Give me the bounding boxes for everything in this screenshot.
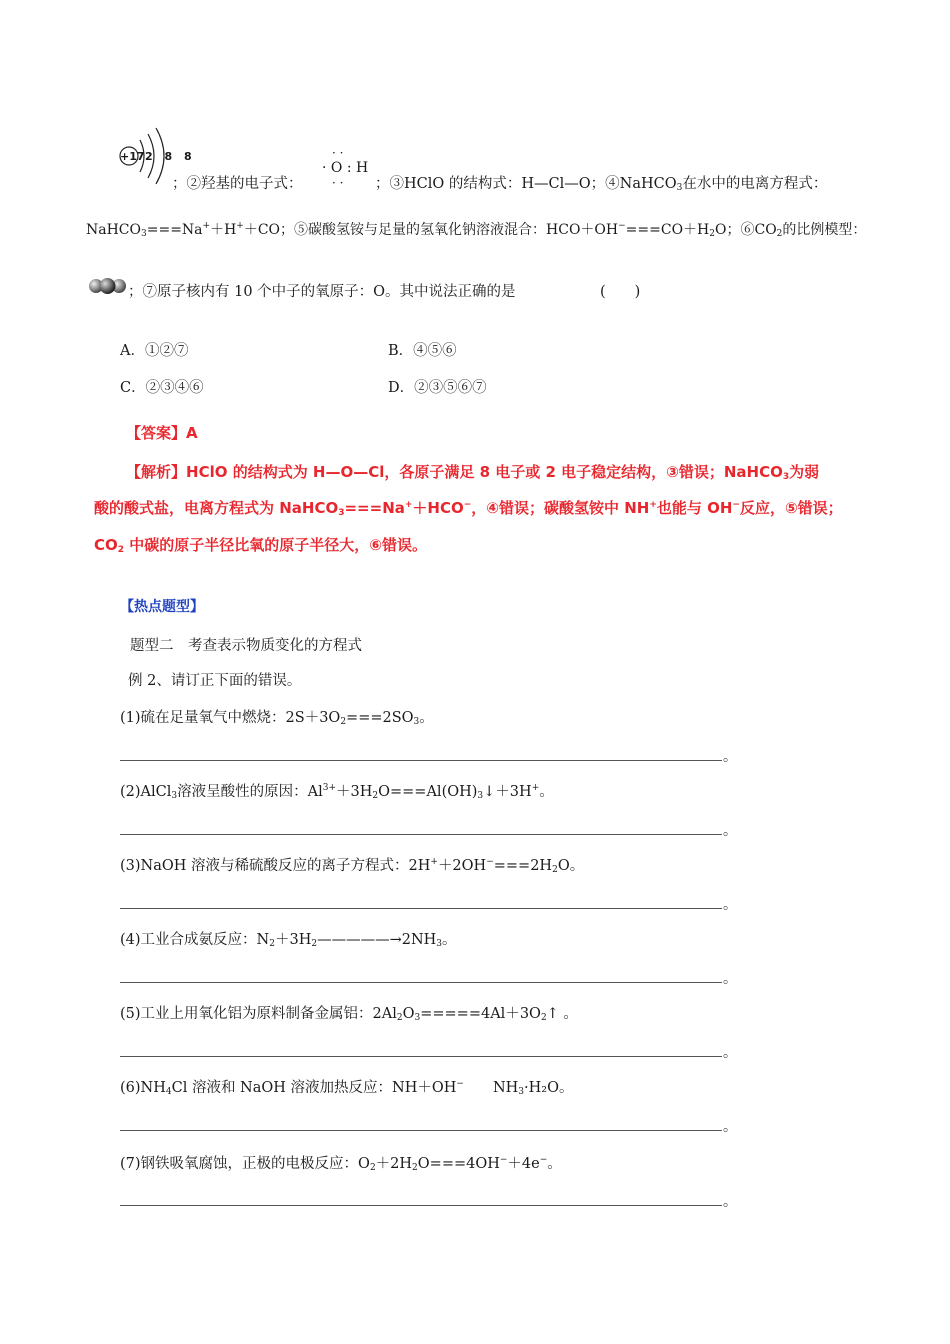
line-end-7: 。 <box>723 1194 737 1210</box>
item-7: (7)钢铁吸氧腐蚀，正极的电极反应：$O_2+2H_2O===4OH^-+4e^-$。 <box>120 1155 562 1173</box>
analysis-line-1: 【解析】HClO 的结构式为 H—O—Cl，各原子满足 8 电子或 2 电子稳定结构，③错误；NaHCO$_3$为弱 <box>126 463 820 482</box>
answer-line-1[interactable] <box>120 760 722 761</box>
example-title: 例 2、请订正下面的错误。 <box>128 673 302 689</box>
answer-label: 【答案】A <box>126 424 198 442</box>
item-3: (3)NaOH 溶液与稀硫酸反应的离子方程式：$2H^++2OH^-===2H_2O$。 <box>120 857 585 875</box>
item-5: (5)工业上用氧化铝为原料制备金属铝：$2Al_2O_3=====4Al+3O_2↑$ 。 <box>120 1006 578 1023</box>
nucleus-charge: +17 <box>120 150 145 163</box>
answer-line-6[interactable] <box>120 1130 722 1131</box>
chlorine-atom-diagram <box>116 124 196 186</box>
item-4: (4)工业合成氨反应：$N_2+3H_2—————\to 2NH_3$。 <box>120 932 457 949</box>
answer-line-5[interactable] <box>120 1056 722 1057</box>
hot-topic-label: 【热点题型】 <box>120 599 204 615</box>
option-d: D．②③⑤⑥⑦ <box>388 380 487 396</box>
item-2: (2)AlCl$_3$溶液呈酸性的原因：$Al^{3+}+3H_2O===Al(OH)_3↓+3H^+$。 <box>120 783 554 801</box>
co2-ratio-model-icon <box>88 277 128 295</box>
question-text-3: NaHCO$_3$===Na+＋H+＋CO；⑤碳酸氢铵与足量的氢氧化钠溶液混合：$HCO+OH^-===CO+H_2O$；$⑥CO_2$的比例模型： <box>86 221 867 239</box>
answer-line-2[interactable] <box>120 834 722 835</box>
question-text-1: ；②羟基的电子式： <box>172 176 303 192</box>
answer-line-3[interactable] <box>120 908 722 909</box>
item-1: (1)硫在足量氧气中燃烧：$2S+3O_2===2SO_3$。 <box>120 710 434 727</box>
analysis-line-3: $CO_2$ 中碳的原子半径比氧的原子半径大，⑥错误。 <box>94 536 427 555</box>
question-text-4: ；⑦原子核内有 10 个中子的氧原子：O。其中说法正确的是 <box>128 284 516 300</box>
analysis-line-2: 酸的酸式盐，电离方程式为 NaHCO$_3$===Na+＋HCO−，④错误；碳酸氢铵中 NH+也能与 OH−反应，⑤错误； <box>94 499 843 518</box>
line-end-5: 。 <box>723 1045 737 1061</box>
answer-line-7[interactable] <box>120 1205 722 1206</box>
topic-title: 题型二 考查表示物质变化的方程式 <box>130 638 362 654</box>
answer-line-4[interactable] <box>120 982 722 983</box>
option-c: C．②③④⑥ <box>120 380 204 396</box>
shell-electrons: 2 8 8 <box>145 150 196 163</box>
line-end-1: 。 <box>723 749 737 765</box>
line-end-6: 。 <box>723 1119 737 1135</box>
answer-paren: ( ) <box>600 284 641 300</box>
line-end-2: 。 <box>723 823 737 839</box>
question-text-2: ；③HClO 的结构式：H—Cl—O；④NaHCO$_3$在水中的电离方程式： <box>375 176 828 193</box>
item-6: $(6)NH_4Cl$ 溶液和 NaOH 溶液加热反应：NH＋OH− $NH_3\cdot H_2O$。 <box>120 1079 574 1097</box>
option-b: B．④⑤⑥ <box>388 343 457 359</box>
option-a: A．①②⑦ <box>120 343 189 359</box>
line-end-4: 。 <box>723 971 737 987</box>
hydroxyl-electron-formula: · · · O : H · · <box>322 146 369 190</box>
line-end-3: 。 <box>723 897 737 913</box>
